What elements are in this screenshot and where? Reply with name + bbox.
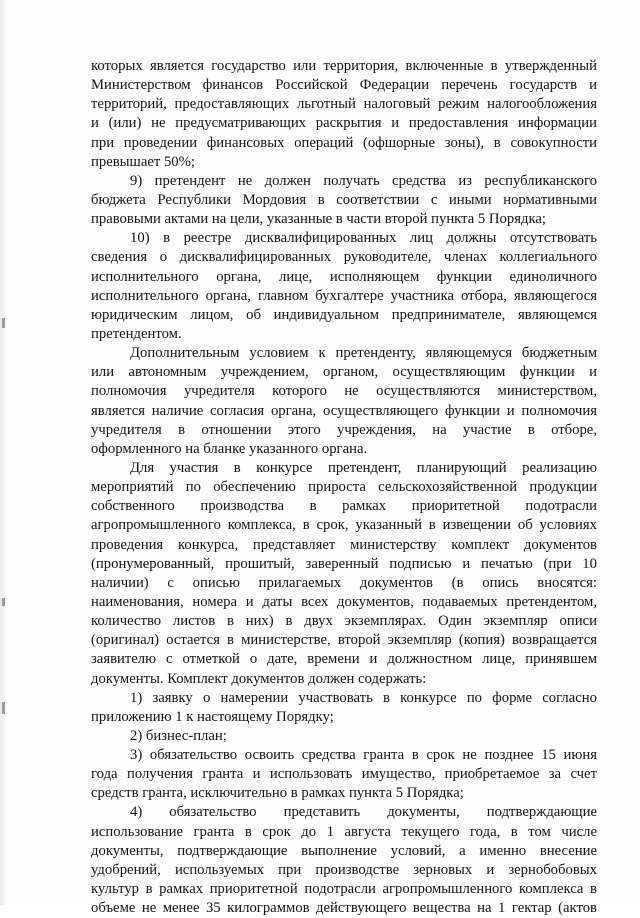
document-text-line: 1) заявку о намерении участвовать в конкурсе по форме согласно — [130, 689, 597, 706]
document-text-line: удобрений, используемых при производстве зерновых и зернобобовых — [91, 861, 597, 878]
document-text-line: при проведении финансовых операций (офшорные зоны), в совокупности — [91, 134, 597, 151]
scan-edge-shadow — [0, 0, 7, 905]
document-text-line: сведения о дисквалифицированных руководителе, членах коллегиального — [91, 249, 597, 266]
document-text-line: мероприятий по обеспечению прироста сельскохозяйственной продукции — [91, 479, 597, 496]
document-text-line: использование гранта в срок до 1 августа текущего года, в том числе — [91, 823, 597, 840]
document-text-line: бюджета Республики Мордовия в соответствии с иными нормативными — [91, 191, 597, 208]
document-text-line: (пронумерованный, прошитый, заверенный подписью и печатью (при 10 — [91, 555, 597, 572]
document-text-line: 2) бизнес-план; — [130, 727, 227, 744]
document-text-line: (оригинал) остается в министерстве, второй экземпляр (копия) возвращается — [91, 632, 597, 649]
document-text-line: наличии) с описью прилагаемых документов (в опись вносятся: — [91, 574, 597, 591]
document-text-line: правовыми актами на цели, указанные в части второй пункта 5 Порядка; — [91, 211, 546, 228]
document-text-line: года получения гранта и использовать имущество, приобретаемое за счет — [91, 766, 597, 783]
document-text-line: которых является государство или территория, включенные в утвержденный — [91, 58, 597, 74]
document-text-line: исполнительного органа, главном бухгалтере участника отбора, являющегося — [91, 287, 597, 304]
document-body-text — [91, 57, 597, 918]
document-text-line: исполнительного органа, лице, исполняющем функции единоличного — [91, 268, 597, 285]
document-text-line: 10) в реестре дисквалифицированных лиц должны отсутствовать — [130, 230, 597, 247]
document-text-line: агропромышленного комплекса, в срок, указанный в извещении об условиях — [91, 517, 597, 534]
document-text-line: учредителя в отношении этого учреждения, на участие в отборе, — [91, 421, 597, 438]
document-text-line: полномочия учредителя которого не осуществляются министерством, — [91, 383, 597, 400]
document-text-line: юридическим лицом, об индивидуальном предпринимателе, являющемся — [91, 306, 597, 323]
document-text-line: является наличие согласия органа, осуществляющего функции и полномочия — [91, 402, 597, 419]
document-text-line: Министерством финансов Российской Федерации перечень государств и — [91, 77, 597, 94]
document-text-line: средств гранта, исключительно в рамках пункта 5 Порядка; — [91, 785, 464, 802]
scan-artifact-mark — [2, 598, 5, 606]
document-text-line: документы, подтверждающие выполнение условий, а именно внесение — [91, 842, 597, 859]
document-text-line: Для участия в конкурсе претендент, планирующий реализацию — [130, 459, 597, 476]
document-text-line: превышает 50%; — [91, 153, 195, 170]
scan-artifact-mark — [2, 318, 5, 328]
document-text-line: количество листов в них) в двух экземплярах. Один экземпляр описи — [91, 613, 597, 630]
document-text-line: культур в рамках приоритетной подотрасли агропромышленного комплекса в — [91, 881, 597, 898]
document-text-line: претендентом. — [91, 325, 182, 342]
document-text-line: 9) претендент не должен получать средства из республиканского — [130, 172, 597, 189]
scan-artifact-mark — [2, 702, 5, 714]
document-text-line: приложению 1 к настоящему Порядку; — [91, 708, 334, 725]
document-text-line: территорий, предоставляющих льготный налоговый режим налогообложения — [91, 96, 597, 113]
document-text-line: 4) обязательство представить документы, подтверждающие — [130, 804, 597, 821]
document-text-line: 3) обязательство освоить средства гранта в срок не позднее 15 июня — [130, 747, 597, 764]
document-text-line: собственного производства в рамках приоритетной подотрасли — [91, 498, 597, 515]
document-text-line: оформленного на бланке указанного органа. — [91, 440, 368, 457]
document-text-line: проведения конкурса, представляет министерству комплект документов — [91, 536, 597, 553]
document-text-line: и (или) не предусматривающих раскрытия и предоставления информации — [91, 115, 597, 132]
document-text-line: документы. Комплект документов должен содержать: — [91, 670, 427, 687]
document-text-line: заявителю с отметкой о дате, времени и должностном лице, принявшем — [91, 651, 597, 668]
document-text-line: объеме не менее 35 килограммов действующего вещества на 1 гектар (актов — [91, 900, 597, 917]
document-text-line: Дополнительным условием к претенденту, являющемуся бюджетным — [130, 345, 597, 362]
document-text-line: наименования, номера и даты всех документов, подаваемых претендентом, — [91, 593, 597, 610]
document-text-line: или автономным учреждением, органом, осуществляющим функции и — [91, 364, 597, 381]
